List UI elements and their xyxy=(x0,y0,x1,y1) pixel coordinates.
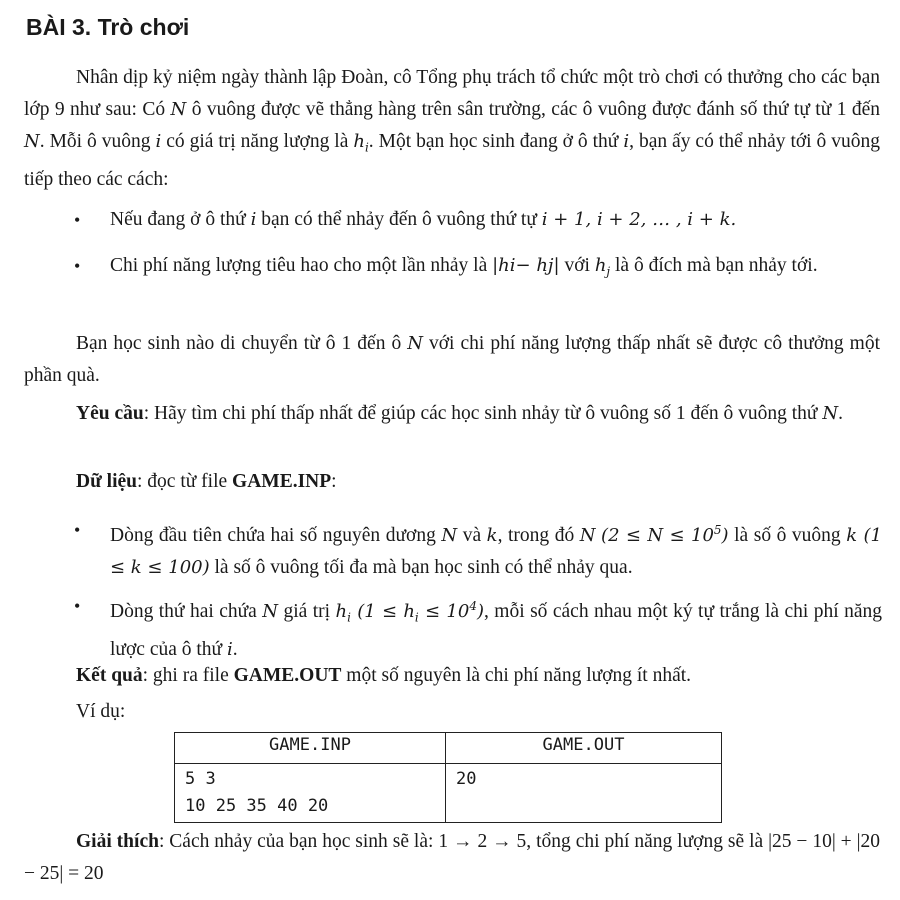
bullet-cost-rule: • Chi phí năng lượng tiêu hao cho một lần nhảy là |hi− hj| với $h_j$ là ô đích mà bạn nhảy tới. xyxy=(76,250,882,288)
output-cell: 20 xyxy=(446,764,722,823)
bullet-dot: • xyxy=(74,210,81,230)
input-cell: 5 3 10 25 35 40 20 xyxy=(175,764,446,823)
intro-paragraph: Nhân dịp kỷ niệm ngày thành lập Đoàn, cô Tổng phụ trách tổ chức một trò chơi có thưởng cho các bạn lớp 9 như sau: Có N ô vuông được vẽ thẳng hàng trên sân trường, các ô vuông được đánh số thứ tự từ 1 đến N. Mỗi ô vuông i có giá trị năng lượng là $h_i$. Một bạn học sinh đang ở ô thứ i, bạn ấy có thể nhảy tới ô vuông tiếp theo các cách: xyxy=(24,67,881,190)
bullet-input-line1: • Dòng đầu tiên chứa hai số nguyên dương N và k, trong đó N $(2 \le N \le 10^5)$ là số ô vuông k (1 ≤ k ≤ 100) là số ô vuông tối đa mà bạn học sinh có thể nhảy qua. xyxy=(76,514,882,584)
example-label: Ví dụ: xyxy=(76,701,126,722)
example-table xyxy=(174,732,722,823)
explanation-paragraph: Giải thích: Cách nhảy của bạn học sinh sẽ là: 1 → 2 → 5, tổng chi phí năng lượng sẽ là |25 − 10| + |20 − 25| = 20 xyxy=(24,831,880,884)
problem-title: BÀI 3. Trò chơi xyxy=(26,14,190,40)
table-row xyxy=(175,764,722,823)
bullet-dot: • xyxy=(74,520,81,540)
input-heading: Dữ liệu: đọc từ file GAME.INP: xyxy=(76,471,337,492)
example-table-header xyxy=(175,733,722,764)
bullet-dot: • xyxy=(74,256,81,276)
output-heading: Kết quả: ghi ra file GAME.OUT một số nguyên là chi phí năng lượng ít nhất. xyxy=(76,665,692,686)
bullet-jump-rule: • Nếu đang ở ô thứ i bạn có thể nhảy đến ô vuông thứ tự i + 1, i + 2, … , i + k. xyxy=(76,204,882,236)
goal-paragraph: Bạn học sinh nào di chuyển từ ô 1 đến ô N với chi phí năng lượng thấp nhất sẽ được cô thưởng một phần quà. xyxy=(24,333,881,386)
bullet-input-line2: • Dòng thứ hai chứa N giá trị $h_i$ $(1 \le h_i \le 10^4)$, mỗi số cách nhau một ký tự trắng là chi phí năng lược của ô thứ i. xyxy=(76,590,882,666)
header-input-file: GAME.INP xyxy=(175,733,446,764)
header-output-file: GAME.OUT xyxy=(446,733,722,764)
requirement-paragraph: Yêu cầu: Hãy tìm chi phí thấp nhất để giúp các học sinh nhảy từ ô vuông số 1 đến ô vuông thứ N. xyxy=(76,403,843,424)
bullet-dot: • xyxy=(74,596,81,616)
